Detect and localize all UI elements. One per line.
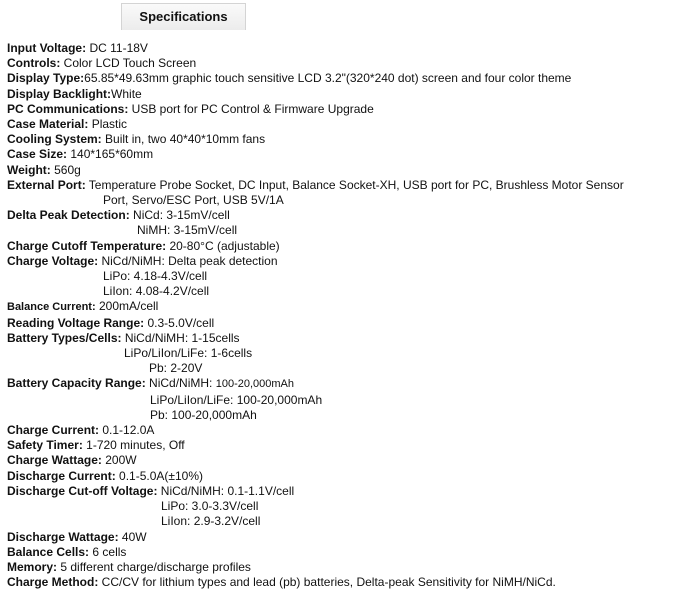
spec-value: 0.1-12.0A: [99, 423, 155, 438]
spec-label: Charge Wattage:: [7, 453, 102, 468]
spec-value: NiCd: 3-15mV/cell: [129, 208, 230, 223]
spec-label: Display Backlight:: [7, 86, 112, 101]
spec-discharge-cutoff-lipo: [7, 499, 693, 514]
spec-safety-timer: [7, 438, 693, 453]
spec-case-size: [7, 147, 693, 162]
spec-memory: [7, 560, 693, 575]
spec-value: 560g: [50, 162, 81, 177]
spec-label: Battery Capacity Range:: [7, 376, 146, 391]
spec-value: LiIon: 2.9-3.2V/cell: [161, 514, 261, 529]
spec-label: Reading Voltage Range:: [7, 315, 145, 330]
spec-label: Safety Timer:: [7, 438, 83, 453]
spec-label: Controls:: [7, 56, 61, 71]
spec-value: LiPo: 4.18-4.3V/cell: [103, 269, 208, 284]
spec-value: USB port for PC Control & Firmware Upgrade: [128, 101, 374, 116]
spec-label: Input Voltage:: [7, 41, 87, 55]
spec-value: 65.85*49.63mm graphic touch sensitive LCD 3.2"(320*240 dot) screen and four color theme: [84, 71, 572, 86]
spec-label: Weight:: [7, 162, 51, 177]
spec-label: Case Size:: [7, 147, 68, 162]
spec-value: Pb: 100-20,000mAh: [150, 407, 257, 422]
spec-label: Display Type:: [7, 71, 85, 86]
spec-charge-voltage-liion: [7, 284, 693, 299]
spec-discharge-wattage: [7, 530, 693, 545]
spec-pc-communications: [7, 102, 693, 117]
spec-battery-capacity-lithium: [7, 393, 693, 408]
spec-cooling-system: [7, 132, 693, 147]
spec-label: Discharge Current:: [7, 468, 116, 483]
spec-battery-types: [7, 331, 693, 346]
spec-label: Charge Current:: [7, 423, 100, 438]
spec-discharge-cutoff-liion: [7, 514, 693, 529]
spec-value: 200mA/cell: [95, 299, 159, 314]
tab-bar: [0, 0, 695, 32]
spec-value: Temperature Probe Socket, DC Input, Balance Socket-XH, USB port for PC, Brushless Motor Sensor: [85, 177, 624, 192]
spec-label: Delta Peak Detection:: [7, 208, 130, 223]
spec-value: 100-20,000mAh: [215, 378, 295, 391]
spec-label: Balance Current:: [7, 301, 96, 314]
spec-label: Charge Method:: [7, 575, 99, 590]
spec-label: External Port:: [7, 177, 86, 192]
spec-label: Discharge Wattage:: [7, 529, 119, 544]
spec-case-material: [7, 117, 693, 132]
spec-delta-peak-continued: [7, 223, 693, 238]
spec-value: 0.1-5.0A(±10%): [115, 468, 203, 483]
spec-discharge-current: [7, 469, 693, 484]
spec-value: 6 cells: [89, 544, 127, 559]
spec-reading-voltage-range: [7, 316, 693, 331]
spec-weight: [7, 163, 693, 178]
spec-value: NiCd/NiMH: 0.1-1.1V/cell: [157, 483, 295, 498]
spec-value: Pb: 2-20V: [149, 361, 203, 376]
spec-discharge-cutoff-voltage: [7, 484, 693, 499]
spec-charge-voltage-lipo: [7, 269, 693, 284]
spec-charge-voltage: [7, 254, 693, 269]
spec-battery-capacity-pb: [7, 408, 693, 423]
specifications-list: [7, 41, 693, 590]
spec-charge-cutoff-temperature: [7, 239, 693, 254]
spec-value: NiCd/NiMH: 1-15cells: [121, 330, 240, 345]
spec-charge-current: [7, 423, 693, 438]
spec-value: 1-720 minutes, Off: [82, 438, 185, 453]
spec-controls: [7, 56, 693, 71]
spec-value: Port, Servo/ESC Port, USB 5V/1A: [103, 193, 284, 208]
spec-external-port: [7, 178, 693, 193]
spec-value: LiPo: 3.0-3.3V/cell: [161, 499, 259, 514]
spec-value: Built in, two 40*40*10mm fans: [101, 132, 266, 147]
tab-specifications[interactable]: Specifications: [121, 3, 246, 30]
spec-label: PC Communications:: [7, 101, 129, 116]
spec-value: 5 different charge/discharge profiles: [57, 559, 251, 574]
spec-value: NiCd/NiMH:: [145, 376, 216, 391]
spec-value: White: [111, 86, 142, 101]
spec-balance-current: [7, 299, 693, 315]
spec-input-voltage: [7, 41, 693, 56]
spec-display-backlight: [7, 87, 693, 102]
spec-label: Cooling System:: [7, 132, 102, 147]
spec-battery-capacity: [7, 376, 693, 392]
spec-value: Color LCD Touch Screen: [60, 56, 197, 71]
spec-value: 200W: [101, 453, 137, 468]
spec-value: DC 11-18V: [86, 41, 148, 55]
spec-label: Battery Types/Cells:: [7, 330, 122, 345]
spec-label: Discharge Cut-off Voltage:: [7, 483, 158, 498]
spec-value: 0.3-5.0V/cell: [144, 315, 215, 330]
spec-label: Balance Cells:: [7, 544, 90, 559]
spec-label: Case Material:: [7, 117, 89, 132]
spec-battery-types-pb: [7, 361, 693, 376]
spec-delta-peak: [7, 208, 693, 223]
spec-charge-wattage: [7, 453, 693, 468]
spec-value: NiMH: 3-15mV/cell: [137, 223, 238, 238]
spec-external-port-continued: [7, 193, 693, 208]
spec-balance-cells: [7, 545, 693, 560]
spec-label: Charge Cutoff Temperature:: [7, 238, 167, 253]
spec-display-type: [7, 71, 693, 86]
spec-charge-method: [7, 575, 693, 590]
spec-battery-types-lithium: [7, 346, 693, 361]
spec-label: Charge Voltage:: [7, 253, 99, 268]
spec-value: LiPo/LiIon/LiFe: 1-6cells: [124, 346, 253, 361]
spec-value: CC/CV for lithium types and lead (pb) batteries, Delta-peak Sensitivity for NiMH/NiCd.: [98, 575, 556, 590]
spec-value: NiCd/NiMH: Delta peak detection: [98, 253, 278, 268]
spec-value: Plastic: [88, 117, 128, 132]
spec-value: LiPo/LiIon/LiFe: 100-20,000mAh: [150, 392, 323, 407]
spec-value: 40W: [118, 529, 147, 544]
spec-value: 20-80°C (adjustable): [166, 238, 280, 253]
spec-value: 140*165*60mm: [67, 147, 154, 162]
spec-label: Memory:: [7, 559, 58, 574]
spec-value: LiIon: 4.08-4.2V/cell: [103, 284, 210, 299]
